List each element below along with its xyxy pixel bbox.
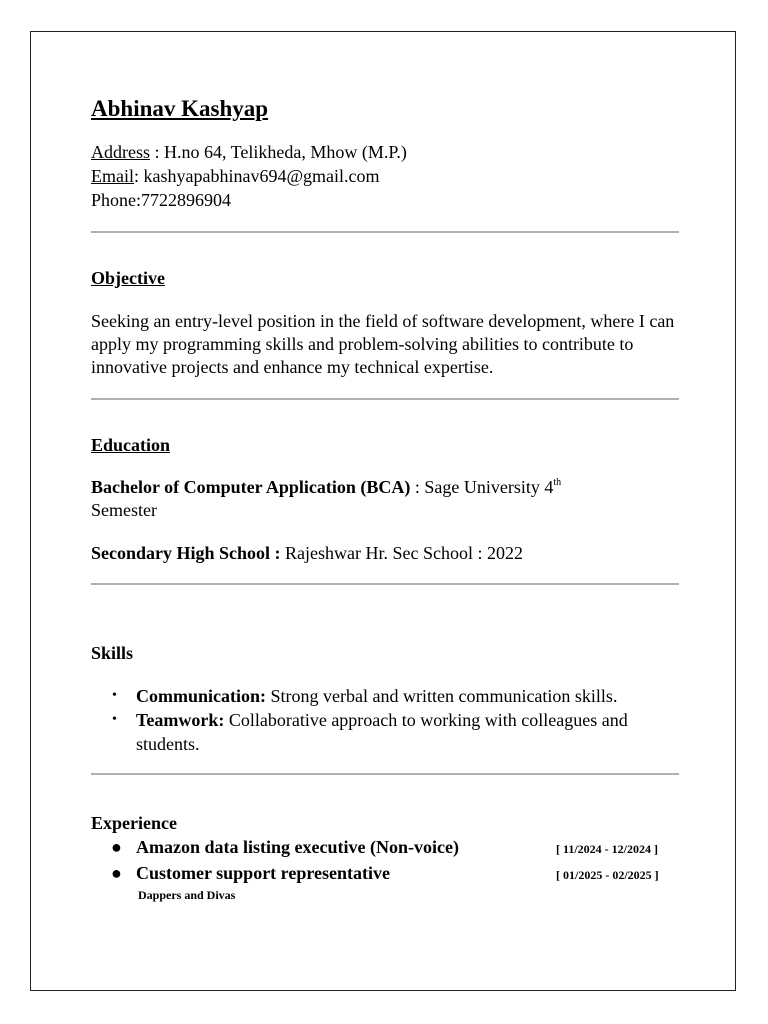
education-heading: Education xyxy=(91,435,171,455)
school-title: Secondary High School : xyxy=(91,543,286,563)
divider xyxy=(91,231,679,233)
list-item xyxy=(91,684,681,708)
skill-text: Strong verbal and written communication skills. xyxy=(266,686,618,706)
address-value: : H.no 64, Telikheda, Mhow (M.P.) xyxy=(150,142,407,162)
bullet-icon: ● xyxy=(111,863,122,883)
address-label: Address xyxy=(91,142,150,162)
bullet-icon: • xyxy=(112,688,117,703)
skill-title: Teamwork: xyxy=(136,710,225,730)
divider xyxy=(91,398,679,400)
school-detail: Rajeshwar Hr. Sec School : 2022 xyxy=(285,543,523,563)
experience-dates: [ 11/2024 - 12/2024 ] xyxy=(556,842,658,856)
objective-text: Seeking an entry-level position in the field of software development, where I can apply my programming skills and problem-solving abilities to contribute to innovative projects and enhance my technical expertise. xyxy=(91,311,675,377)
bullet-icon: • xyxy=(112,712,117,727)
skill-title: Communication: xyxy=(136,686,266,706)
experience-heading: Experience xyxy=(91,813,177,833)
divider xyxy=(91,773,679,775)
school-entry xyxy=(91,542,681,565)
candidate-name: Abhinav Kashyap xyxy=(91,96,269,121)
address-line xyxy=(91,142,407,163)
skill-text: Collaborative approach to working with colleagues and students. xyxy=(136,710,628,754)
degree-superscript: th xyxy=(553,477,562,488)
email-label: Email xyxy=(91,166,134,186)
email-value: : kashyapabhinav694@gmail.com xyxy=(134,166,380,186)
skills-heading: Skills xyxy=(91,643,134,663)
degree-entry xyxy=(91,476,681,522)
list-item xyxy=(91,708,681,756)
degree-detail: : Sage University 4 xyxy=(410,477,554,497)
degree-title: Bachelor of Computer Application (BCA) xyxy=(91,477,411,497)
experience-title: Customer support representative xyxy=(136,863,390,883)
objective-heading: Objective xyxy=(91,268,165,288)
phone-line: Phone:7722896904 xyxy=(91,190,232,210)
skills-list xyxy=(91,684,681,756)
degree-tail: Semester xyxy=(91,500,157,520)
experience-item xyxy=(91,863,390,884)
experience-title: Amazon data listing executive (Non-voice) xyxy=(136,837,459,857)
resume-page xyxy=(30,31,736,991)
divider xyxy=(91,583,679,585)
experience-item xyxy=(91,837,459,858)
bullet-icon: ● xyxy=(111,837,122,857)
experience-dates: [ 01/2025 - 02/2025 ] xyxy=(556,868,659,882)
experience-company: Dappers and Divas xyxy=(138,888,236,902)
email-line xyxy=(91,166,380,187)
